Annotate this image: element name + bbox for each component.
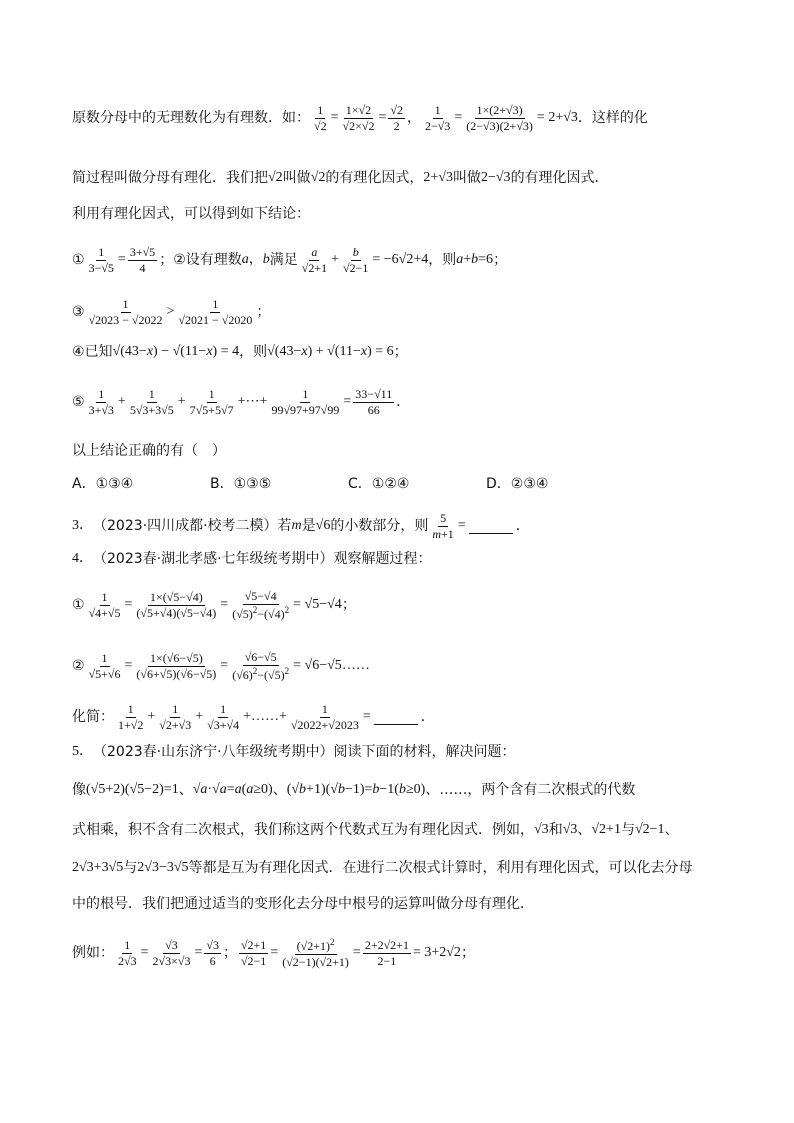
question-4: 4． （2023春·湖北孝感·七年级统考期中） 观察解题过程： [72, 551, 432, 567]
statement-5: ⑤ $\frac{1}{3+√3}$ + $\frac{1}{5√3+3√5}$ + $\frac{1}{7√5+5√7}$ +⋯+ $\frac{1}{99√97+97√99}$ = $\frac{33-√11}{66}$ ． [72, 387, 411, 418]
answer-blank[interactable] [469, 519, 513, 534]
statement-3: ③ $\frac{1}{√2023 - √2022}$ > $\frac{1}{√2021 - √2020}$ ； [72, 297, 271, 328]
option-b[interactable]: B．①③⑤ [210, 476, 272, 492]
question-stem: 以上结论正确的有（ ） [72, 443, 226, 459]
intro-line-2: 简过程叫做分母有理化．我们把 √2 叫做 √2 的有理化因式， 2+√3 叫做 2−√3 的有理化因式． [72, 170, 609, 186]
fraction: $\frac{1}{√2}$ [314, 103, 327, 134]
answer-options [72, 476, 734, 493]
question-5-line-1: 像 (√5+2)(√5−2)=1 、 √a·√a=a(a≥0) 、 (√b+1)(√b−1)=b−1(b≥0) 、……，两个含有二次根式的代数 [72, 782, 636, 798]
question-5-line-3: 2√3+3√5 与 2√3−3√5 等都是互为有理化因式．在进行二次根式计算时，利用有理化因式，可以化去分母 [72, 860, 693, 876]
question-5-example: 例如： $\frac{1}{2√3}$ = $\frac{√3}{2√3\times√3}$ = $\frac{√3}{6}$ ； $\frac{√2+1}{√2-1}$ = $\frac{(√2+1)^2}{(√2-1)(√2+1)}$ = $\frac{2+2√2+1}{2-1}$ = 3+2√2 ； [72, 937, 475, 970]
option-a[interactable]: A．①③④ [72, 476, 134, 492]
question-4-step-1: ① $\frac{1}{√4+√5}$ = $\frac{1\times(√5-√4)}{(√5+√4)(√5-√4)}$ = $\frac{√5-√4}{(√5)^2-(√4)^2}$ = √5−√4 ； [72, 589, 356, 622]
option-c[interactable]: C．①②④ [348, 476, 410, 492]
intro-line-1: 原数分母中的无理数化为有理数．如： $\frac{1}{√2}$ = $\frac{1\times√2}{√2\times√2}$ = $\frac{√2}{2}$ ， $\frac{1}{2-√3}$ = $\frac{1\times(2+√3)}{(2-√3)(2+√3)}$ = 2+√3 ．这样的化 [72, 103, 648, 134]
question-5-line-4: 中的根号．我们把通过适当的变形化去分母中根号的运算叫做分母有理化． [72, 896, 534, 912]
question-3: 3． （2023·四川成都·校考二模） 若 m 是 √6 的小数部分，则 $\frac{5}{m+1}$ = ． [72, 511, 530, 542]
statement-1-2: ① $\frac{1}{3-√5}$ = $\frac{3+√5}{4}$ ； ② 设有理数 a ， b 满足 $\frac{a}{√2+1}$ + $\frac{b}{√2-1}$ = −6√2+4 ，则 a+b=6 ； [72, 245, 508, 276]
question-5-line-2: 式相乘，积不含有二次根式，我们称这两个代数式互为有理化因式．例如， √3 和 √3 、 √2+1 与 √2−1 、 [72, 822, 679, 838]
question-4-simplify: 化简： $\frac{1}{1+√2}$ + $\frac{1}{√2+√3}$ + $\frac{1}{√3+√4}$ +……+ $\frac{1}{√2022+√2023}$ = ． [72, 702, 435, 733]
question-5: 5． （2023春·山东济宁·八年级统考期中） 阅读下面的材料，解决问题： [72, 744, 516, 760]
question-4-step-2: ② $\frac{1}{√5+√6}$ = $\frac{1\times(√6-√5)}{(√6+√5)(√6-√5)}$ = $\frac{√6-√5}{(√6)^2-(√5)^2}$ = √6−√5 …… [72, 650, 370, 683]
option-d[interactable]: D．②③④ [486, 476, 549, 492]
statement-4: ④ 已知 √(43−x) − √(11−x) = 4 ，则 √(43−x) + √(11−x) = 6 ； [72, 344, 408, 360]
answer-blank[interactable] [374, 710, 418, 725]
intro-line-3: 利用有理化因式，可以得到如下结论： [72, 206, 310, 222]
